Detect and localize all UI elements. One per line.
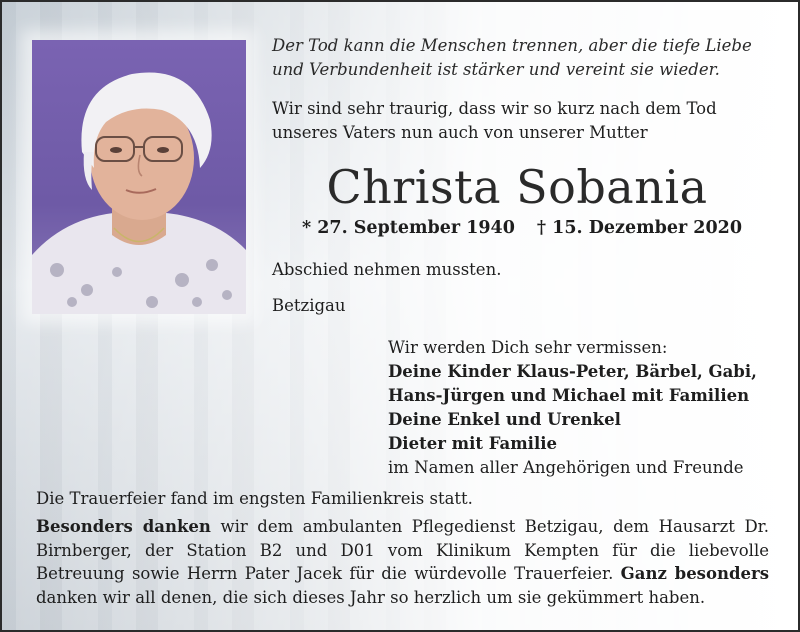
thanks-paragraph [36, 515, 769, 609]
mourners-intro: Wir werden Dich sehr vermissen: [388, 338, 668, 357]
intro-line: unseres Vaters nun auch von unserer Mutter [272, 123, 648, 142]
thanks-text: wir dem ambulanten Pflegedienst Betzigau, dem Hausarzt Dr. Birnberger, der Station B2 und D01 vom Klinikum Kempten für die liebevolle Betreuung sowie Herrn Pater Jacek für die würdevolle Trauerfeier. [36, 517, 770, 583]
birth-date: * 27. September 1940 [302, 218, 515, 238]
portrait-photo [32, 40, 246, 314]
funeral-service-note: Die Trauerfeier fand im engsten Familienkreis statt. [36, 489, 473, 508]
quote-line: und Verbundenheit ist stärker und vereint sie wieder. [272, 60, 720, 79]
intro-text [272, 97, 772, 145]
mourners-line: Deine Enkel und Urenkel [388, 410, 621, 429]
place-name: Betzigau [272, 296, 346, 315]
mourners-block [388, 336, 778, 480]
intro-line: Wir sind sehr traurig, dass wir so kurz nach dem Tod [272, 99, 717, 118]
mourners-line: Dieter mit Familie [388, 434, 557, 453]
memorial-quote [272, 34, 772, 82]
mourners-line: Hans-Jürgen und Michael mit Familien [388, 386, 750, 405]
thanks-emphasis: Besonders danken [36, 517, 211, 536]
mourners-closing: im Namen aller Angehörigen und Freunde [388, 458, 744, 477]
portrait-illustration [32, 40, 246, 314]
thanks-text: danken wir all denen, die sich dieses Jahr so herzlich um sie gekümmert haben. [36, 587, 706, 607]
mourners-line: Deine Kinder Klaus-Peter, Bärbel, Gabi, [388, 362, 757, 381]
thanks-emphasis: Ganz besonders [620, 564, 769, 583]
quote-line: Der Tod kann die Menschen trennen, aber die tiefe Liebe [272, 36, 752, 55]
farewell-text: Abschied nehmen mussten. [272, 260, 502, 279]
deceased-name: Christa Sobania [326, 160, 708, 214]
life-dates [302, 216, 742, 240]
death-date: † 15. Dezember 2020 [536, 218, 742, 238]
